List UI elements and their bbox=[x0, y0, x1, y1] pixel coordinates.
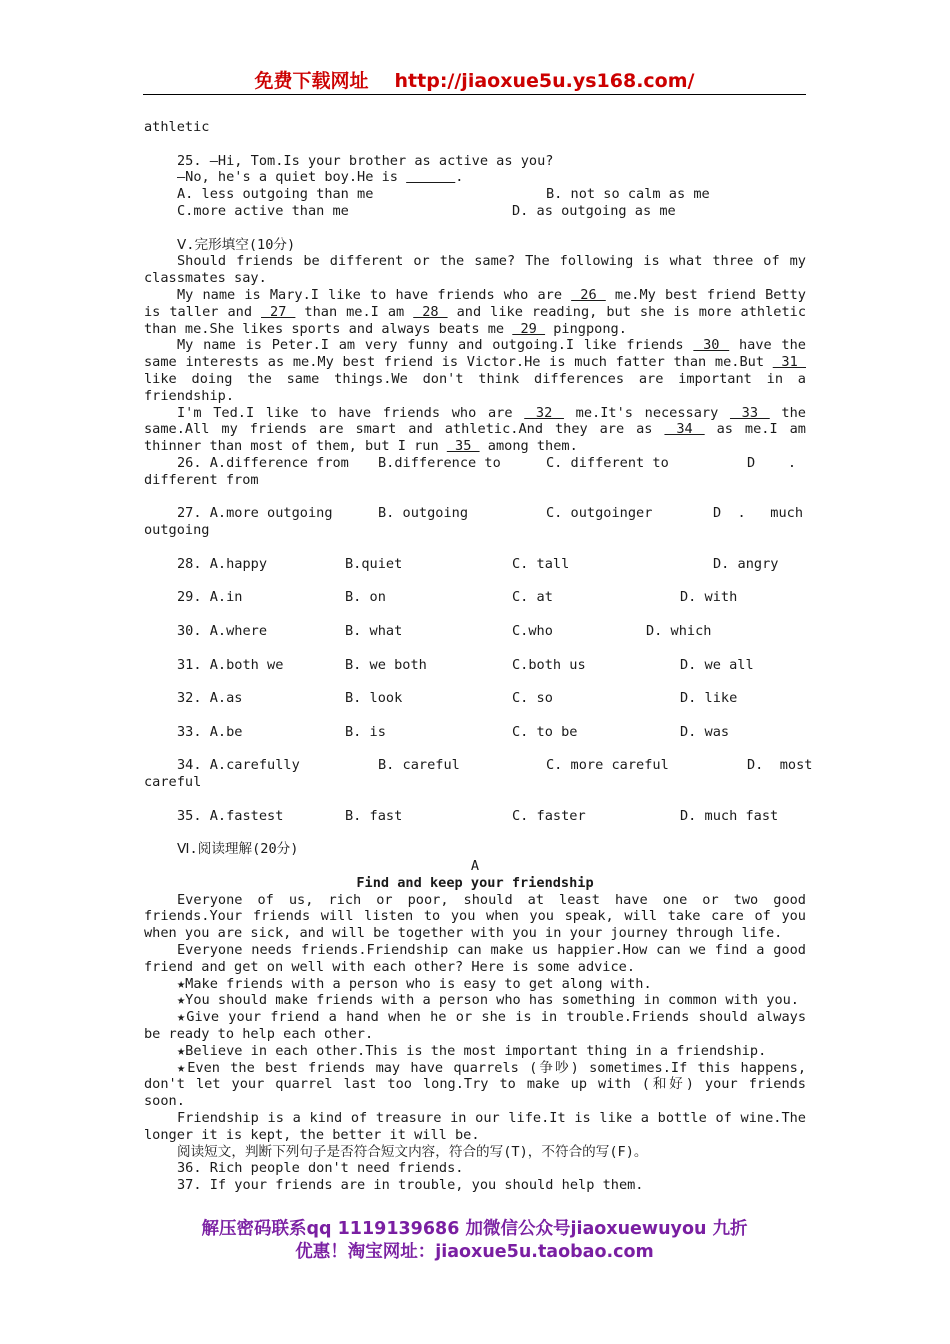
q28-c: C. tall bbox=[512, 555, 570, 572]
q25-options-row2 bbox=[144, 203, 806, 220]
q29-d: D. with bbox=[680, 589, 738, 606]
q25-reply-text: —No, he's a quiet boy.He is bbox=[177, 169, 407, 186]
q27-b: B. outgoing bbox=[378, 505, 469, 522]
passage-para-2: Everyone needs friends.Friendship can make us happier.How can we find a good friend and get on well with each other? Here is some advice. bbox=[144, 942, 806, 975]
q27-row bbox=[144, 505, 806, 522]
q35-d: D. much fast bbox=[680, 807, 779, 824]
q33-b: B. is bbox=[345, 723, 386, 740]
q25-stem: 25. —Hi, Tom.Is your brother as active as you? bbox=[177, 152, 554, 169]
header-url[interactable]: http://jiaoxue5u.ys168.com/ bbox=[394, 70, 695, 92]
tip-4: ★Believe in each other.This is the most important thing in a friendship. bbox=[177, 1042, 767, 1059]
q34-d-head: D. most bbox=[747, 757, 813, 774]
q27-row-2 bbox=[144, 522, 806, 539]
blank-32: 32 bbox=[524, 404, 564, 421]
q31-c: C.both us bbox=[512, 656, 586, 673]
cloze-paragraph-3 bbox=[144, 405, 806, 455]
q34-d: careful bbox=[144, 774, 202, 791]
q31-b: B. we both bbox=[345, 656, 427, 673]
q26-a: 26. A.difference from bbox=[177, 454, 349, 471]
q29-row bbox=[144, 589, 806, 606]
q26-row bbox=[144, 455, 806, 472]
q28-a: 28. A.happy bbox=[177, 555, 268, 572]
blank-34: 34 bbox=[664, 421, 705, 438]
blank-27: 27 bbox=[261, 303, 296, 320]
q32-row bbox=[144, 690, 806, 707]
cloze-paragraph-1 bbox=[144, 287, 806, 337]
q25-option-a: A. less outgoing than me bbox=[177, 186, 374, 203]
section6-title: Ⅵ.阅读理解(20分) bbox=[177, 841, 299, 858]
section-5 bbox=[144, 236, 813, 825]
section5-title: Ⅴ.完形填空(10分) bbox=[177, 236, 296, 253]
q30-b: B. what bbox=[345, 622, 403, 639]
q32-d: D. like bbox=[680, 690, 738, 707]
q33-a: 33. A.be bbox=[177, 723, 243, 740]
q31-row bbox=[144, 657, 806, 674]
q35-c: C. faster bbox=[512, 807, 586, 824]
page-footer bbox=[143, 1218, 806, 1264]
blank-26: 26 bbox=[571, 286, 606, 303]
q32-c: C. so bbox=[512, 690, 553, 707]
q34-c: C. more careful bbox=[546, 757, 669, 774]
question-25 bbox=[144, 153, 806, 220]
q25-option-b: B. not so calm as me bbox=[546, 186, 710, 203]
page-header bbox=[143, 66, 806, 94]
q35-a: 35. A.fastest bbox=[177, 807, 284, 824]
top-word: athletic bbox=[144, 119, 210, 135]
blank-29: 29 bbox=[512, 320, 546, 337]
p2-text-2: have the same interests as me.My best friend is Victor.He is much fatter than me.But bbox=[144, 337, 806, 371]
q28-d: D. angry bbox=[713, 555, 779, 572]
q26-d: different from bbox=[144, 471, 259, 488]
q31-a: 31. A.both we bbox=[177, 656, 284, 673]
tip-2: ★You should make friends with a person who has something in common with you. bbox=[177, 992, 799, 1009]
q25-option-d: D. as outgoing as me bbox=[512, 202, 676, 219]
question-36: 36. Rich people don't need friends. bbox=[177, 1160, 464, 1177]
blank-33: 33 bbox=[729, 404, 770, 421]
q35-b: B. fast bbox=[345, 807, 403, 824]
tip-1: ★Make friends with a person who is easy to get along with. bbox=[177, 975, 652, 992]
q25-reply bbox=[144, 169, 806, 186]
q25-options-row1 bbox=[144, 186, 806, 203]
tip-5: ★Even the best friends may have quarrels (争吵) sometimes.If this happens, don't let your quarrel last too long.Try to make up with (和好) your friends soon. bbox=[144, 1059, 806, 1110]
passage-para-1: Everyone of us, rich or poor, should at least have one or two good friends.Your friends will listen to you when you speak, will take care of you when you are sick, and will be together with you in your journey through life. bbox=[144, 891, 806, 942]
tip-3: ★Give your friend a hand when he or she is in trouble.Friends should always be ready to help each other. bbox=[144, 1009, 806, 1043]
q25-option-c: C.more active than me bbox=[177, 202, 349, 219]
p3-text-3: the same.All my friends are smart and athletic.And they are as bbox=[144, 404, 806, 438]
p1-text-2: me.My best friend Betty is taller and bbox=[144, 286, 806, 320]
q26-row-2 bbox=[144, 472, 806, 489]
q31-d: D. we all bbox=[680, 656, 754, 673]
q33-d: D. was bbox=[680, 723, 730, 740]
document-body bbox=[144, 119, 813, 1194]
q25-reply-end: . bbox=[455, 169, 464, 186]
q27-d-head: D . much bbox=[713, 505, 804, 522]
q30-d: D. which bbox=[646, 622, 712, 639]
q32-b: B. look bbox=[345, 690, 403, 707]
q35-row bbox=[144, 808, 806, 825]
passage-title: Find and keep your friendship bbox=[356, 874, 594, 891]
q29-c: C. at bbox=[512, 589, 553, 606]
instruction: 阅读短文，判断下列句子是否符合短文内容，符合的写(T)，不符合的写(F)。 bbox=[177, 1143, 648, 1160]
p1-text-1: My name is Mary.I like to have friends who are bbox=[177, 286, 572, 303]
q34-a: 34. A.carefully bbox=[177, 757, 300, 774]
footer-line-2: 优惠！淘宝网址：jiaoxue5u.taobao.com bbox=[295, 1242, 654, 1262]
q28-row bbox=[144, 556, 806, 573]
p3-text-5: among them. bbox=[479, 438, 578, 455]
q33-c: C. to be bbox=[512, 723, 578, 740]
q34-b: B. careful bbox=[378, 757, 460, 774]
p2-text-1: My name is Peter.I am very funny and outgoing.I like friends bbox=[177, 337, 694, 354]
header-rule bbox=[143, 94, 806, 95]
blank-35: 35 bbox=[446, 438, 480, 455]
p3-text-4: as me.I am thinner than most of them, but I run bbox=[144, 421, 806, 455]
q25-blank bbox=[406, 169, 455, 185]
q34-row bbox=[144, 757, 813, 774]
q30-a: 30. A.where bbox=[177, 622, 268, 639]
q29-a: 29. A.in bbox=[177, 589, 243, 606]
section5-intro: Should friends be different or the same? The following is what three of my classmates say. bbox=[144, 253, 806, 287]
q30-row bbox=[144, 623, 806, 640]
q26-d-head: D . bbox=[747, 454, 797, 471]
blank-28: 28 bbox=[413, 303, 448, 320]
q27-a: 27. A.more outgoing bbox=[177, 505, 333, 522]
p3-text-2: me.It's necessary bbox=[563, 404, 730, 421]
question-37: 37. If your friends are in trouble, you should help them. bbox=[177, 1177, 644, 1194]
blank-31: 31 bbox=[772, 354, 806, 371]
q26-b: B.difference to bbox=[378, 454, 501, 471]
cloze-paragraph-2 bbox=[144, 337, 806, 404]
passage-part: A bbox=[470, 858, 480, 875]
p1-text-5: pingpong. bbox=[545, 320, 627, 337]
p1-text-4: and like reading, but she is more athletic than me.She likes sports and always beats me bbox=[144, 303, 807, 337]
p3-text-1: I'm Ted.I like to have friends who are bbox=[177, 404, 525, 421]
header-label: 免费下载网址 bbox=[254, 70, 369, 92]
q27-c: C. outgoinger bbox=[546, 505, 653, 522]
footer-line-1: 解压密码联系qq 1119139686 加微信公众号jiaoxuewuyou 九折 bbox=[201, 1219, 748, 1239]
q29-b: B. on bbox=[345, 589, 386, 606]
q27-d: outgoing bbox=[144, 522, 210, 539]
section-6 bbox=[144, 841, 806, 1194]
q28-b: B.quiet bbox=[345, 555, 403, 572]
q34-row-2 bbox=[144, 774, 806, 791]
p2-text-3: like doing the same things.We don't think differences are important in a friendship. bbox=[144, 370, 806, 404]
blank-30: 30 bbox=[693, 337, 730, 354]
q26-c: C. different to bbox=[546, 454, 669, 471]
q30-c: C.who bbox=[512, 622, 553, 639]
passage-para-3: Friendship is a kind of treasure in our life.It is like a bottle of wine.The longer it is kept, the better it will be. bbox=[144, 1110, 806, 1143]
p1-text-3: than me.I am bbox=[295, 303, 414, 320]
q33-row bbox=[144, 724, 806, 741]
q32-a: 32. A.as bbox=[177, 690, 243, 707]
